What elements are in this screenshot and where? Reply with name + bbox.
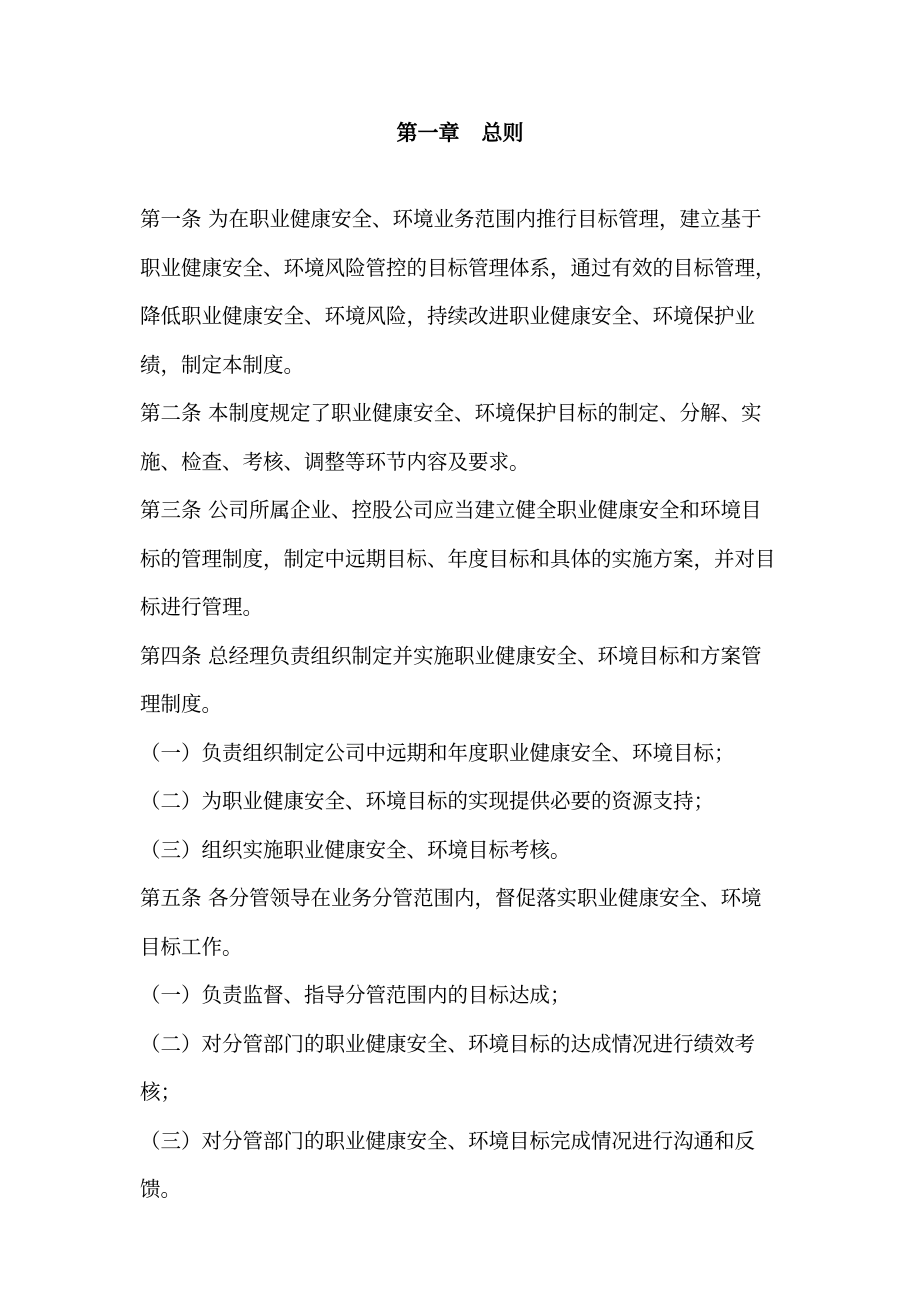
- list-item: （二）为职业健康安全、环境目标的实现提供必要的资源支持；: [140, 789, 714, 813]
- article-text: 总经理负责组织制定并实施职业健康安全、环境目标和方案管理制度。: [140, 643, 762, 716]
- article-text: 为在职业健康安全、环境业务范围内推行目标管理，建立基于职业健康安全、环境风险管控的目标管理体系，通过有效的目标管理，降低职业健康安全、环境风险，持续改进职业健康安全、环境保护业绩，制定本制度。: [140, 207, 776, 377]
- article-4: [140, 632, 780, 729]
- list-item: （一）负责监督、指导分管范围内的目标达成；: [140, 983, 571, 1007]
- article-text: 各分管领导在业务分管范围内，督促落实职业健康安全、环境目标工作。: [140, 886, 762, 959]
- article-text: 本制度规定了职业健康安全、环境保护目标的制定、分解、实施、检查、考核、调整等环节内容及要求。: [140, 401, 762, 474]
- article-text: 公司所属企业、控股公司应当建立健全职业健康安全和环境目标的管理制度，制定中远期目标、年度目标和具体的实施方案，并对目标进行管理。: [140, 498, 776, 619]
- article-number: 第二条: [140, 401, 202, 425]
- chapter-title: 第一章 总则: [396, 120, 524, 145]
- article-1: [140, 195, 780, 389]
- list-item: （二）对分管部门的职业健康安全、环境目标的达成情况进行绩效考核；: [140, 1031, 755, 1104]
- article-2: [140, 389, 780, 486]
- list-item: （三）对分管部门的职业健康安全、环境目标完成情况进行沟通和反馈。: [140, 1128, 755, 1201]
- article-number: 第五条: [140, 886, 202, 910]
- list-item: （三）组织实施职业健康安全、环境目标考核。: [140, 837, 571, 862]
- article-number: 第一条: [140, 207, 202, 231]
- article-number: 第三条: [140, 498, 202, 522]
- article-5: [140, 874, 780, 971]
- list-item: （一）负责组织制定公司中远期和年度职业健康安全、环境目标；: [140, 740, 735, 765]
- document-body: [140, 195, 780, 1214]
- article-3: [140, 486, 780, 632]
- article-number: 第四条: [140, 643, 202, 668]
